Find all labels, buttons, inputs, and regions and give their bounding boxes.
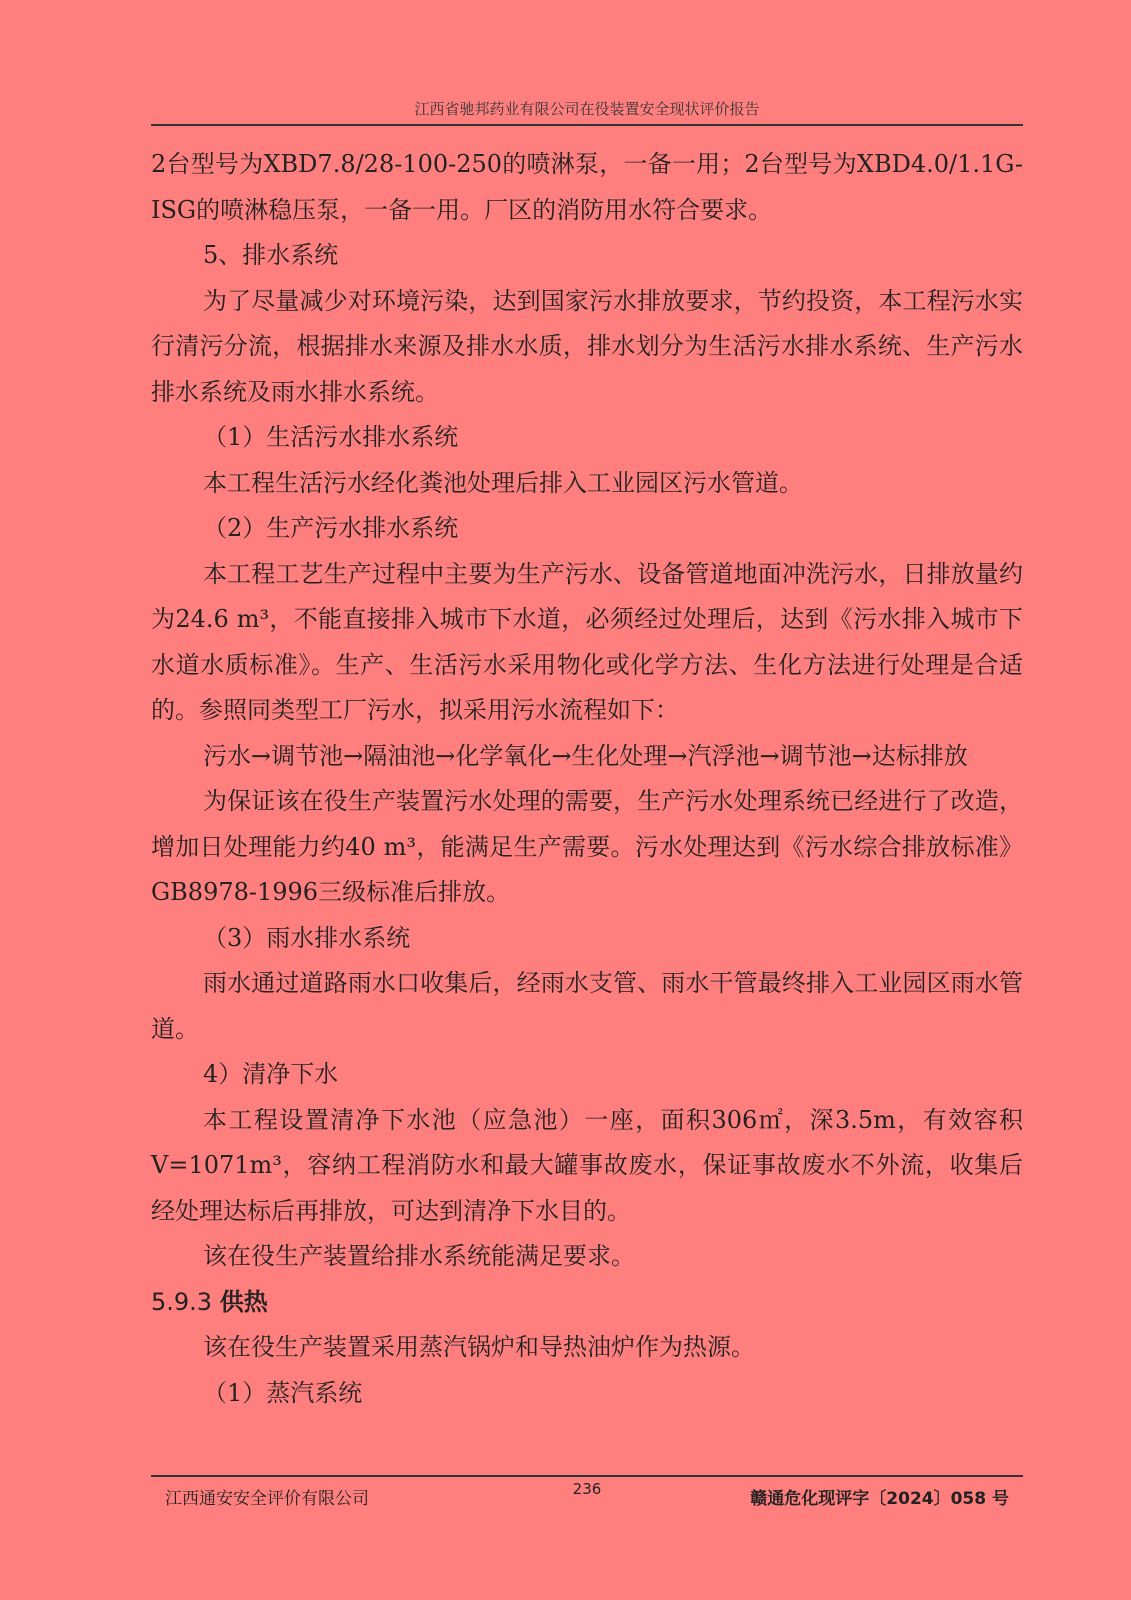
paragraph-conclusion: 该在役生产装置给排水系统能满足要求。 (203, 1242, 635, 1270)
heading-rainwater: （3）雨水排水系统 (203, 923, 411, 952)
footer-rule (151, 1475, 1023, 1477)
heading-clean-water: 4）清净下水 (203, 1060, 339, 1088)
page-footer (151, 1480, 1023, 1510)
header-rule (151, 124, 1023, 126)
footer-company: 江西通安安全评价有限公司 (165, 1489, 369, 1509)
heading-drainage-system: 5、排水系统 (203, 241, 339, 269)
heading-steam-system: （1）蒸汽系统 (203, 1378, 363, 1407)
heading-production-sewage: （2）生产污水排水系统 (203, 514, 459, 542)
paragraph-treatment-upgrade: 为保证该在役生产装置污水处理的需要，生产污水处理系统已经进行了改造，增加日处理能力约40 m³，能满足生产需要。污水处理达到《污水综合排放标准》GB8978-1996三级标准后排放。 (151, 787, 1023, 906)
section-title: 供热 (219, 1287, 268, 1316)
paragraph-rainwater: 雨水通过道路雨水口收集后，经雨水支管、雨水干管最终排入工业园区雨水管道。 (151, 969, 1023, 1043)
paragraph-production-sewage: 本工程工艺生产过程中主要为生产污水、设备管道地面冲洗污水，日排放量约为24.6 m³，不能直接排入城市下水道，必须经过处理后，达到《污水排入城市下水道水质标准》。生产、生活污水采用物化或化学方法、生化方法进行处理是合适的。参照同类型工厂污水，拟采用污水流程如下： (151, 559, 1023, 724)
page-header: 江西省驰邦药业有限公司在役装置安全现状评价报告 (414, 100, 760, 118)
section-number: 5.9.3 (151, 1287, 213, 1316)
page-number: 236 (572, 1480, 602, 1498)
document-body (151, 142, 1023, 1416)
section-heading-heating (151, 1280, 1023, 1326)
paragraph-pumps: 2台型号为XBD7.8/28-100-250的喷淋泵，一备一用；2台型号为XBD4.0/1.1G-ISG的喷淋稳压泵，一备一用。厂区的消防用水符合要求。 (151, 150, 1023, 224)
paragraph-clean-water: 本工程设置清净下水池（应急池）一座，面积306㎡，深3.5m，有效容积V=1071m³，容纳工程消防水和最大罐事故废水，保证事故废水不外流，收集后经处理达标后再排放，可达到清净下水目的。 (151, 1105, 1023, 1225)
paragraph-treatment-flow: 污水→调节池→隔油池→化学氧化→生化处理→汽浮池→调节池→达标排放 (203, 741, 968, 770)
paragraph-heat-source: 该在役生产装置采用蒸汽锅炉和导热油炉作为热源。 (203, 1333, 755, 1361)
report-number: 赣通危化现评字〔2024〕058 号 (750, 1489, 1009, 1509)
heading-domestic-sewage: （1）生活污水排水系统 (203, 423, 459, 451)
paragraph-drainage-overview: 为了尽量减少对环境污染，达到国家污水排放要求，节约投资，本工程污水实行清污分流，根据排水来源及排水水质，排水划分为生活污水排水系统、生产污水排水系统及雨水排水系统。 (151, 286, 1023, 406)
paragraph-domestic-sewage: 本工程生活污水经化粪池处理后排入工业园区污水管道。 (203, 468, 803, 497)
